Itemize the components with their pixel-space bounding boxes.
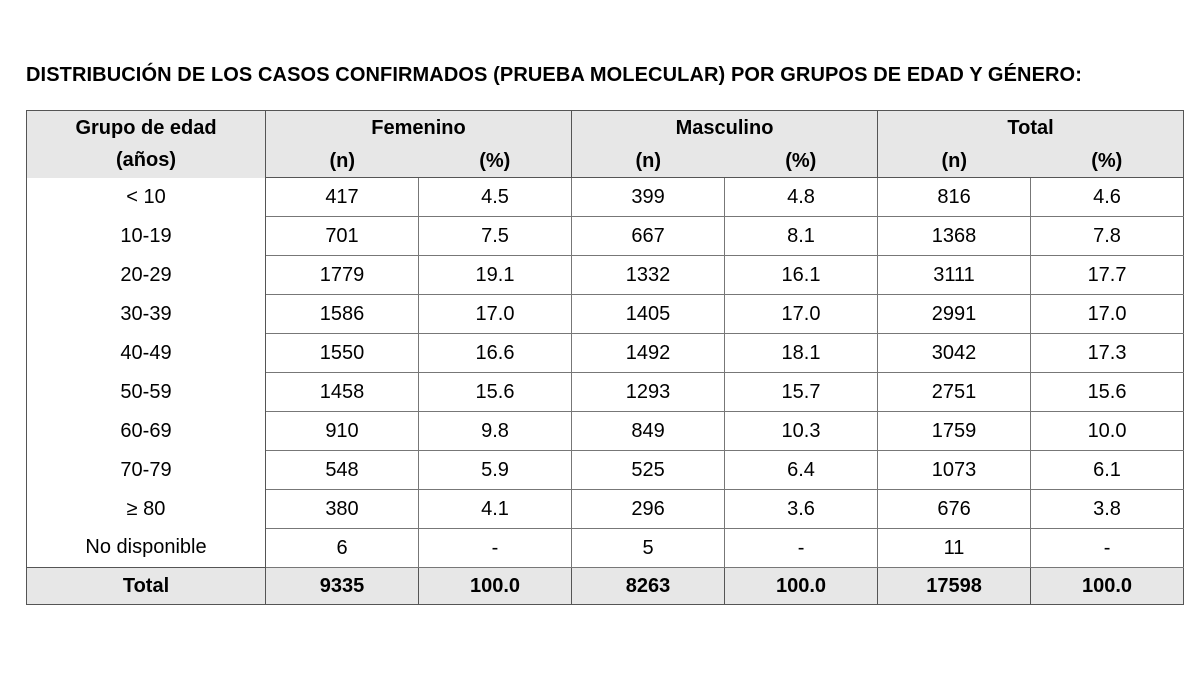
total-n-cell: 816 (878, 178, 1031, 217)
femenino-n-cell: 910 (266, 412, 419, 451)
total-n-cell: 1368 (878, 217, 1031, 256)
total-n-cell: 3042 (878, 334, 1031, 373)
femenino-n-cell: 1779 (266, 256, 419, 295)
table-title: DISTRIBUCIÓN DE LOS CASOS CONFIRMADOS (PRUEBA MOLECULAR) POR GRUPOS DE EDAD Y GÉNERO: (26, 64, 1082, 86)
femenino-n-cell: 548 (266, 451, 419, 490)
age-cell: ≥ 80 (27, 490, 266, 529)
total-pct-cell: - (1031, 529, 1184, 568)
masculino-pct-cell: 16.1 (725, 256, 878, 295)
sub-header: (n) (266, 145, 419, 178)
total-pct-cell: 17.7 (1031, 256, 1184, 295)
masculino-pct-cell: 8.1 (725, 217, 878, 256)
total-pct-cell: 4.6 (1031, 178, 1184, 217)
femenino-n-cell: 1458 (266, 373, 419, 412)
sub-header: (n) (572, 145, 725, 178)
age-header-line1: Grupo de edad (75, 117, 217, 140)
total-femenino-n-cell: 9335 (266, 568, 419, 605)
age-cell: No disponible (27, 529, 266, 568)
total-header: Total (878, 111, 1184, 146)
masculino-n-cell: 1405 (572, 295, 725, 334)
total-label-cell: Total (27, 568, 266, 605)
age-cell: < 10 (27, 178, 266, 217)
total-n-cell: 2991 (878, 295, 1031, 334)
sub-header: (%) (1031, 145, 1184, 178)
total-pct-cell: 3.8 (1031, 490, 1184, 529)
total-n-cell: 1759 (878, 412, 1031, 451)
femenino-pct-cell: 19.1 (419, 256, 572, 295)
femenino-n-cell: 701 (266, 217, 419, 256)
masculino-n-cell: 1492 (572, 334, 725, 373)
masculino-n-cell: 296 (572, 490, 725, 529)
femenino-pct-cell: 17.0 (419, 295, 572, 334)
total-pct-cell: 6.1 (1031, 451, 1184, 490)
table-row (27, 295, 1184, 334)
masculino-pct-cell: 4.8 (725, 178, 878, 217)
total-pct-cell: 7.8 (1031, 217, 1184, 256)
total-pct-cell: 15.6 (1031, 373, 1184, 412)
table-row (27, 334, 1184, 373)
femenino-n-cell: 1550 (266, 334, 419, 373)
table-row (27, 256, 1184, 295)
total-pct-cell: 10.0 (1031, 412, 1184, 451)
femenino-n-cell: 417 (266, 178, 419, 217)
table-row (27, 412, 1184, 451)
sub-header: (%) (419, 145, 572, 178)
table-row (27, 529, 1184, 568)
total-total-n-cell: 17598 (878, 568, 1031, 605)
femenino-n-cell: 6 (266, 529, 419, 568)
total-masculino-pct-cell: 100.0 (725, 568, 878, 605)
femenino-pct-cell: 7.5 (419, 217, 572, 256)
total-n-cell: 676 (878, 490, 1031, 529)
total-n-cell: 2751 (878, 373, 1031, 412)
femenino-pct-cell: 15.6 (419, 373, 572, 412)
femenino-pct-cell: 9.8 (419, 412, 572, 451)
femenino-pct-cell: 4.5 (419, 178, 572, 217)
table-row (27, 178, 1184, 217)
table-row (27, 490, 1184, 529)
total-n-cell: 3111 (878, 256, 1031, 295)
sub-header: (n) (878, 145, 1031, 178)
femenino-header: Femenino (266, 111, 572, 146)
masculino-pct-cell: - (725, 529, 878, 568)
total-n-cell: 11 (878, 529, 1031, 568)
masculino-pct-cell: 18.1 (725, 334, 878, 373)
table-row (27, 217, 1184, 256)
total-pct-cell: 17.0 (1031, 295, 1184, 334)
femenino-pct-cell: - (419, 529, 572, 568)
total-femenino-pct-cell: 100.0 (419, 568, 572, 605)
table-row (27, 451, 1184, 490)
masculino-n-cell: 667 (572, 217, 725, 256)
age-group-header (27, 111, 266, 178)
masculino-n-cell: 5 (572, 529, 725, 568)
total-total-pct-cell: 100.0 (1031, 568, 1184, 605)
femenino-pct-cell: 4.1 (419, 490, 572, 529)
total-n-cell: 1073 (878, 451, 1031, 490)
masculino-pct-cell: 15.7 (725, 373, 878, 412)
table-row (27, 373, 1184, 412)
masculino-pct-cell: 17.0 (725, 295, 878, 334)
age-cell: 30-39 (27, 295, 266, 334)
age-cell: 50-59 (27, 373, 266, 412)
masculino-header: Masculino (572, 111, 878, 146)
femenino-pct-cell: 16.6 (419, 334, 572, 373)
total-masculino-n-cell: 8263 (572, 568, 725, 605)
header-row-groups (27, 111, 1184, 146)
masculino-n-cell: 849 (572, 412, 725, 451)
femenino-pct-cell: 5.9 (419, 451, 572, 490)
femenino-n-cell: 1586 (266, 295, 419, 334)
age-cell: 20-29 (27, 256, 266, 295)
masculino-n-cell: 1332 (572, 256, 725, 295)
masculino-n-cell: 525 (572, 451, 725, 490)
masculino-n-cell: 1293 (572, 373, 725, 412)
age-cell: 40-49 (27, 334, 266, 373)
masculino-n-cell: 399 (572, 178, 725, 217)
age-cell: 60-69 (27, 412, 266, 451)
masculino-pct-cell: 10.3 (725, 412, 878, 451)
total-pct-cell: 17.3 (1031, 334, 1184, 373)
masculino-pct-cell: 6.4 (725, 451, 878, 490)
age-cell: 70-79 (27, 451, 266, 490)
masculino-pct-cell: 3.6 (725, 490, 878, 529)
age-gender-table (26, 110, 1184, 605)
age-header-line2: (años) (116, 149, 176, 172)
age-cell: 10-19 (27, 217, 266, 256)
femenino-n-cell: 380 (266, 490, 419, 529)
total-row (27, 568, 1184, 605)
sub-header: (%) (725, 145, 878, 178)
